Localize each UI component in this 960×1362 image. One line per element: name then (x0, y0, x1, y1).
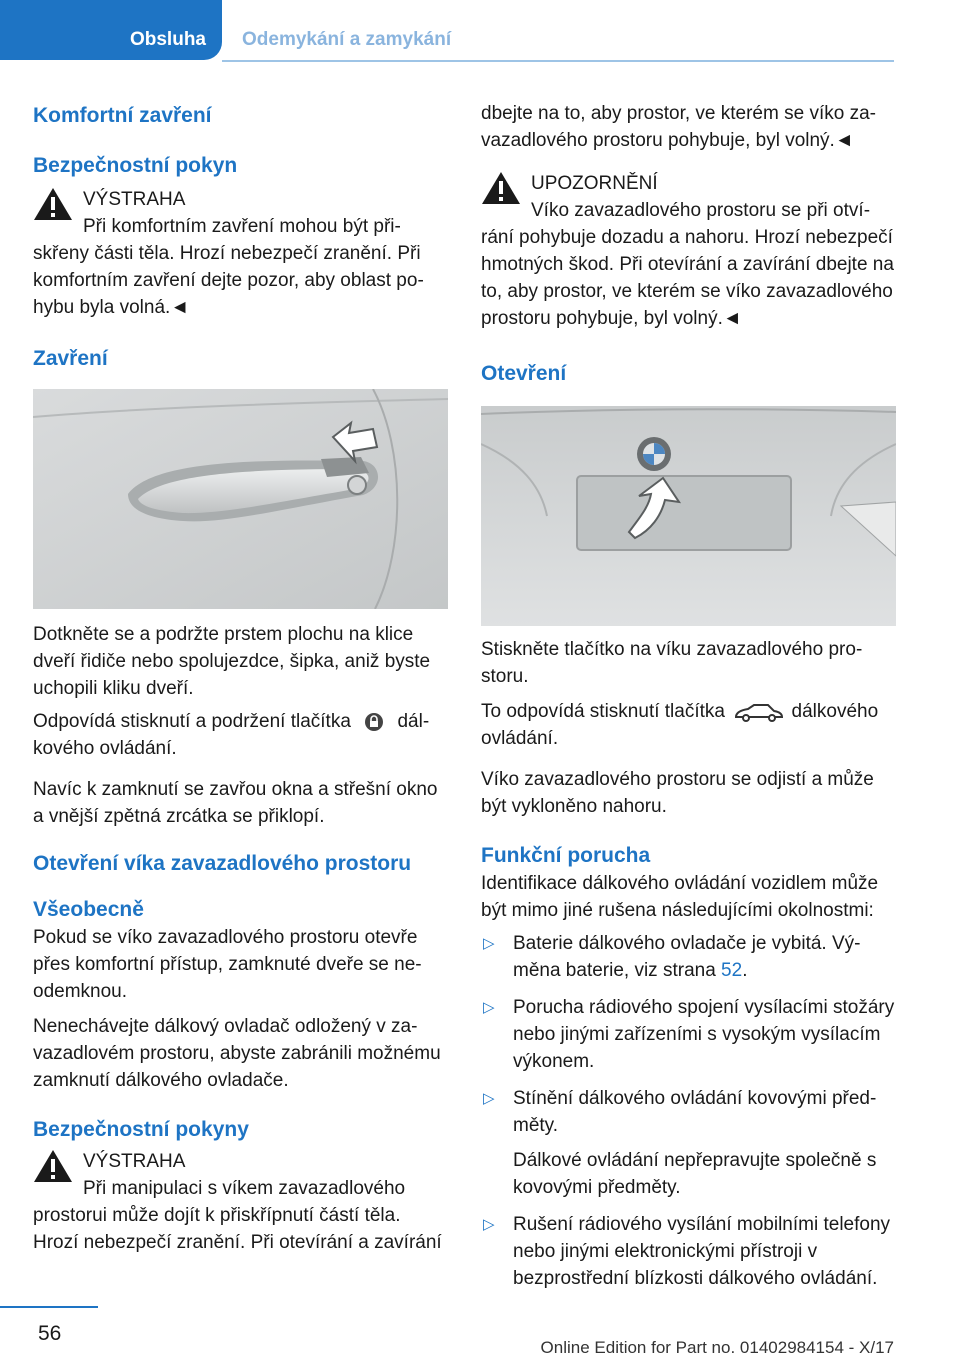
list-item: ▷ Porucha rádiového spojení vysílacími stožáry nebo jinými zařízeními s vysokým vysílacím výkonem. (481, 994, 896, 1075)
warning-text: Při komfortním zavření mohou být přiskřeny části těla. Hrozí nebezpečí zranění. Při komfortním zavření dejte pozor, aby oblast pohybu byla volná.◄ (33, 216, 424, 318)
heading-funkcni-porucha: Funkční porucha (481, 844, 651, 867)
notice-box (481, 170, 896, 332)
text-pokud: Pokud se víko zavazadlového prostoru otevře přes komfortní přístup, zamknuté dveře se neodemknou. (33, 927, 422, 1002)
edition-text: Online Edition for Part no. 01402984154 - X/17 (540, 1338, 894, 1357)
trunk-button-icon (730, 701, 786, 723)
text-continued: dbejte na to, aby prostor, ve kterém se víko zavazadlového prostoru pohybuje, byl volný.◄ (481, 103, 876, 151)
text-dotknete: Dotkněte se a podržte prstem plochu na klice dveří řidiče nebo spolujezdce, šipka, aniž byste uchopili kliku dveří. (33, 624, 431, 699)
text-to-odpovida-a: To odpovídá stisknutí tlačítka (481, 701, 725, 722)
malfunction-list (481, 930, 896, 1292)
list-item: ▷ Rušení rádiového vysílání mobilními telefony nebo jinými elektronickými přístroji v bezprostřední blízkosti dálkového ovládání. (481, 1211, 896, 1292)
text-viko: Víko zavazadlového prostoru se odjistí a může být vykloněno nahoru. (481, 769, 874, 817)
list-item: ▷ Baterie dálkového ovladače je vybitá. Výměna baterie, viz strana 52. (481, 930, 896, 984)
bullet-marker: ▷ (483, 1090, 495, 1107)
tab-obsluha[interactable] (0, 0, 222, 60)
bullet-marker: ▷ (483, 935, 495, 952)
text-to-odpovida-b: dálkového ovládání. (481, 701, 879, 749)
warning-label: VÝSTRAHA (83, 189, 186, 210)
warning-box-2 (33, 1148, 448, 1256)
footer-rule (0, 1306, 98, 1308)
text-odpovida (33, 708, 448, 762)
warning-box-1 (33, 186, 448, 321)
text-navic: Navíc k zamknutí se zavřou okna a střešní okno a vnější zpětná zrcátka se přiklopí. (33, 779, 438, 827)
page-link[interactable]: 52 (721, 960, 743, 981)
tab-odemykani[interactable] (222, 29, 894, 62)
text-identifikace: Identifikace dálkového ovládání vozidlem může být mimo jiné rušena následujícími okolnostmi: (481, 873, 879, 921)
list-item: ▷ Stínění dálkového ovládání kovovými předměty. Dálkové ovládání nepřepravujte společně s kovovými předměty. (481, 1085, 896, 1201)
tab-obsluha-label: Obsluha (129, 29, 206, 50)
caution-icon (481, 170, 521, 206)
bullet-marker: ▷ (483, 999, 495, 1016)
heading-komfortni-zavreni: Komfortní zavření (33, 104, 212, 127)
text-to-odpovida (481, 698, 896, 752)
left-column (33, 100, 448, 1256)
warning-text: Při manipulaci s víkem zavazadlového prostorui může dojít k přiskřípnutí částí těla. Hrozí nebezpečí zranění. Při otevírání a zavírání (33, 1178, 442, 1253)
text-odpovida-a: Odpovídá stisknutí a podržení tlačítka (33, 711, 351, 732)
text-odpovida-b: dálkového ovládání. (33, 711, 430, 759)
heading-vseobecne: Všeobecně (33, 898, 144, 921)
door-handle-photo (33, 389, 448, 609)
warning-icon (33, 1148, 73, 1184)
text-stisknete: Stiskněte tlačítko na víku zavazadlového prostoru. (481, 639, 863, 687)
heading-otevreni: Otevření (481, 362, 567, 385)
lock-button-icon (356, 711, 392, 733)
right-column (481, 100, 896, 1292)
heading-bezpecnostni-pokyny: Bezpečnostní pokyny (33, 1118, 249, 1141)
tab-odemykani-label: Odemykání a zamykání (242, 29, 452, 50)
heading-otevreni-vika: Otevření víka zavazadlového prostoru (33, 852, 412, 875)
heading-zavreni: Zavření (33, 347, 108, 370)
text-nenechavejte: Nenechávejte dálkový ovladač odložený v zavazadlovém prostoru, abyste zabránili možnému zamknutí dálkového ovladače. (33, 1016, 441, 1091)
notice-label: UPOZORNĚNÍ (531, 173, 658, 194)
heading-bezpecnostni-pokyn: Bezpečnostní pokyn (33, 154, 238, 177)
notice-text: Víko zavazadlového prostoru se při otvírání pohybuje dozadu a nahoru. Hrozí nebezpečí hmotných škod. Při otevírání a zavírání dbejte na to, aby prostor, ve kterém se víko zavazadlového prostoru pohybuje, byl volný.◄ (481, 200, 894, 329)
bullet-marker: ▷ (483, 1216, 495, 1233)
list-item-note: Dálkové ovládání nepřepravujte společně s kovovými předměty. (513, 1150, 877, 1198)
warning-icon (33, 186, 73, 222)
trunk-lid-photo (481, 406, 896, 626)
page-number: 56 (38, 1322, 62, 1345)
warning-label: VÝSTRAHA (83, 1151, 186, 1172)
